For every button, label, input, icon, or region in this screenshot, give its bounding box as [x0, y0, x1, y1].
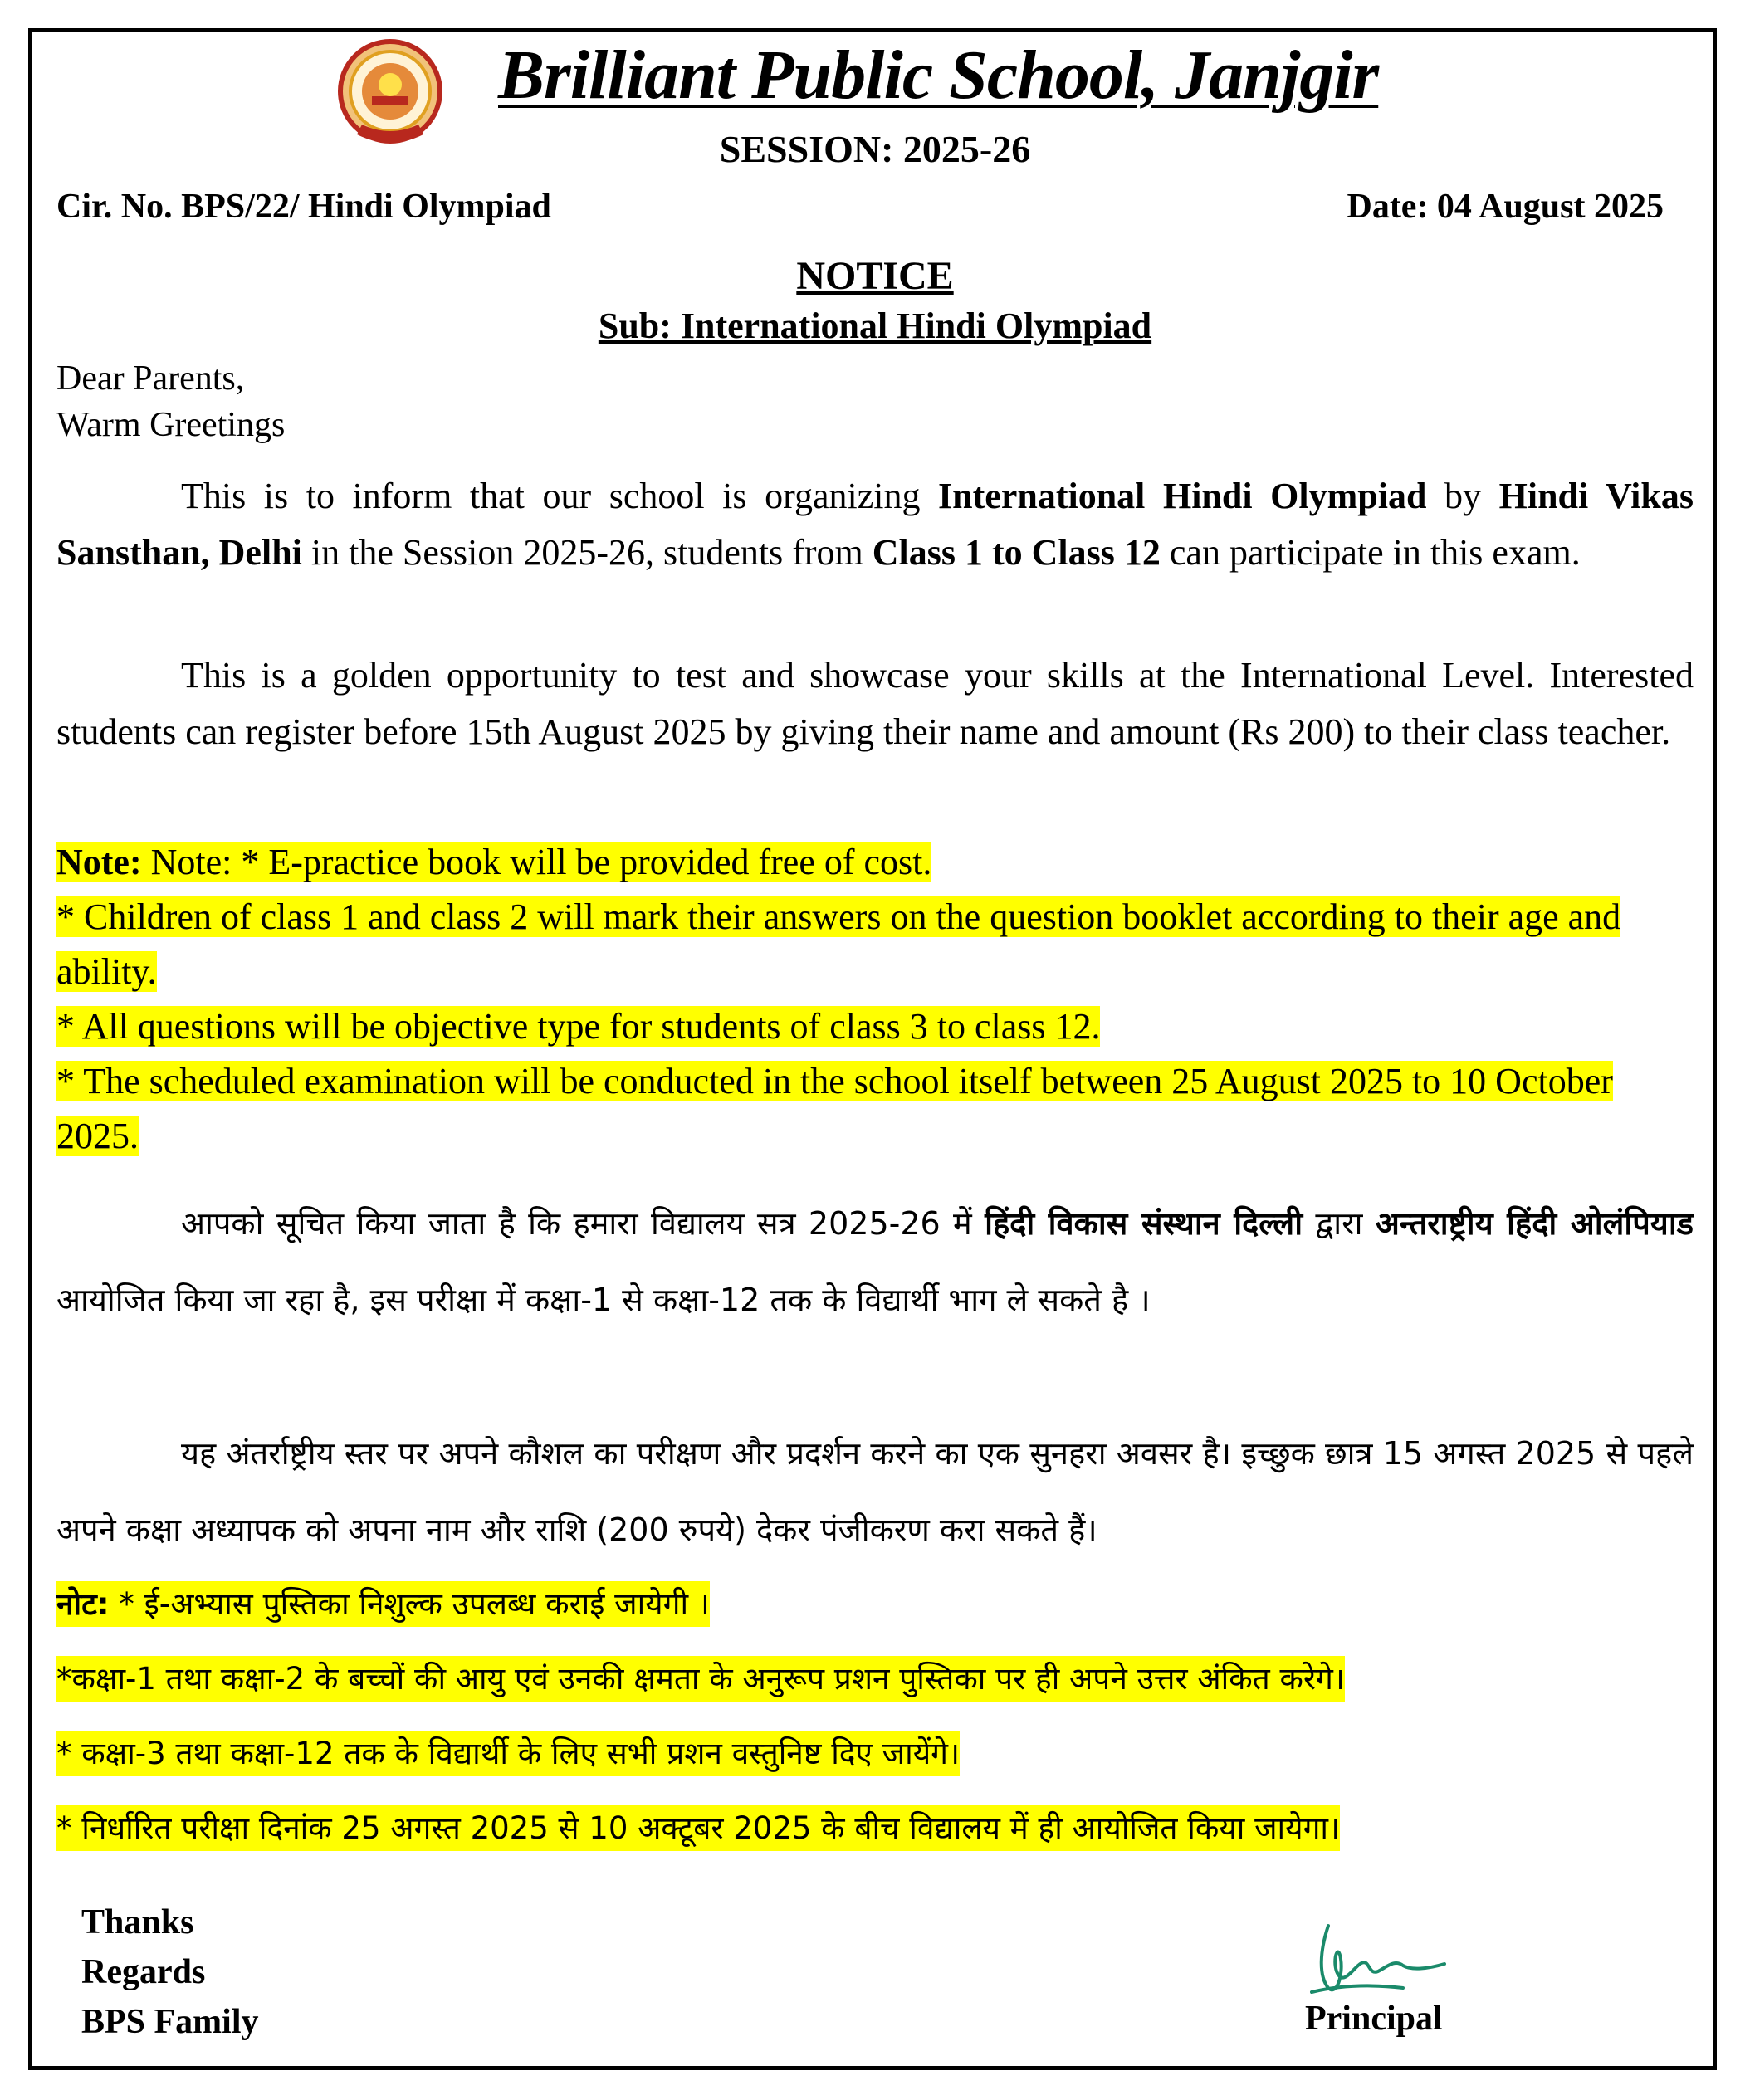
thanks-line: Thanks: [81, 1903, 194, 1941]
organizer-name-hindi: हिंदी विकास संस्थान दिल्ली: [985, 1205, 1303, 1242]
salutation-line: Dear Parents,: [56, 359, 245, 398]
note-item: [56, 1791, 1694, 1866]
note-text: * Children of class 1 and class 2 will mark their answers on the question booklet according to their age and ability.: [56, 896, 1621, 992]
note-item: [56, 1717, 1694, 1791]
note-label: नोट:: [56, 1586, 110, 1622]
olympiad-name-hindi: अन्तराष्ट्रीय हिंदी ओलंपियाड: [1375, 1205, 1694, 1242]
para-text: आयोजित किया जा रहा है, इस परीक्षा में कक्षा-1 से कक्षा-12 तक के विद्यार्थी भाग ले सकते है ।: [56, 1282, 1151, 1318]
greeting-line: Warm Greetings: [56, 406, 286, 444]
hindi-paragraph-2: [56, 1415, 1694, 1568]
closing-block: [81, 1897, 259, 2047]
circular-number: Cir. No. BPS/22/ Hindi Olympiad: [56, 188, 551, 226]
salutation: [56, 355, 285, 448]
para-text: आपको सूचित किया जाता है कि हमारा विद्यालय सत्र 2025-26 में: [181, 1205, 985, 1242]
principal-signature: [1303, 1909, 1469, 2000]
para-text: द्वारा: [1303, 1205, 1376, 1242]
english-notes: [56, 835, 1694, 1164]
notice-date: Date: 04 August 2025: [1347, 188, 1664, 226]
session-label: SESSION: 2025-26: [719, 128, 1031, 170]
para-text: This is a golden opportunity to test and showcase your skills at the International Level. Interested students can register before 15th August 2025 by giving their name and amount (Rs 200) to their class teacher.: [56, 655, 1694, 752]
notice-subject: Sub: International Hindi Olympiad: [598, 305, 1152, 346]
regards-line: Regards: [81, 1953, 206, 1991]
hindi-notes: [56, 1567, 1694, 1866]
english-paragraph-2: [56, 647, 1694, 760]
note-item: [56, 835, 1694, 890]
class-range: Class 1 to Class 12: [872, 532, 1161, 573]
note-item: [56, 1642, 1694, 1717]
note-text: Note: * E-practice book will be provided free of cost.: [141, 842, 932, 882]
para-text: in the Session 2025-26, students from: [301, 532, 873, 573]
note-item: [56, 890, 1694, 999]
para-text: can participate in this exam.: [1160, 532, 1581, 573]
olympiad-name: International Hindi Olympiad: [938, 476, 1427, 516]
note-text: *कक्षा-1 तथा कक्षा-2 के बच्चों की आयु एवं उनकी क्षमता के अनुरूप प्रशन पुस्तिका पर ही अपने उत्तर अंकित करेगे।: [56, 1656, 1345, 1702]
note-text: * All questions will be objective type for students of class 3 to class 12.: [56, 1006, 1101, 1047]
organizer-name: Hindi Vikas Sansthan, Delhi: [56, 476, 1694, 573]
note-text: * कक्षा-3 तथा कक्षा-12 तक के विद्यार्थी के लिए सभी प्रशन वस्तुनिष्ट दिए जायेंगे।: [56, 1731, 960, 1776]
para-text: by: [1426, 476, 1499, 516]
note-label: Note:: [56, 842, 142, 882]
english-paragraph-1: [56, 468, 1694, 581]
note-text: * ई-अभ्यास पुस्तिका निशुल्क उपलब्ध कराई जायेगी ।: [109, 1586, 710, 1622]
principal-label: Principal: [1305, 2000, 1443, 2038]
notice-title: NOTICE: [796, 254, 954, 298]
note-text: * निर्धारित परीक्षा दिनांक 25 अगस्त 2025 से 10 अक्टूबर 2025 के बीच विद्यालय में ही आयोजित किया जायेगा।: [56, 1805, 1340, 1851]
school-name: Brilliant Public School, Janjgir: [498, 37, 1379, 114]
note-text: * The scheduled examination will be conducted in the school itself between 25 August 2025 to 10 October 2025.: [56, 1061, 1613, 1156]
para-text: This is to inform that our school is organizing: [181, 476, 939, 516]
note-item: [56, 1567, 1694, 1642]
para-text: यह अंतर्राष्ट्रीय स्तर पर अपने कौशल का परीक्षण और प्रदर्शन करने का एक सुनहरा अवसर है। इच्छुक छात्र 15 अगस्त 2025 से पहले अपने कक्षा अध्यापक को अपना नाम और राशि (200 रुपये) देकर पंजीकरण करा सकते हैं।: [56, 1435, 1694, 1548]
note-item: [56, 999, 1694, 1054]
hindi-paragraph-1: [56, 1185, 1694, 1338]
note-item: [56, 1054, 1694, 1164]
sender-line: BPS Family: [81, 2003, 259, 2041]
